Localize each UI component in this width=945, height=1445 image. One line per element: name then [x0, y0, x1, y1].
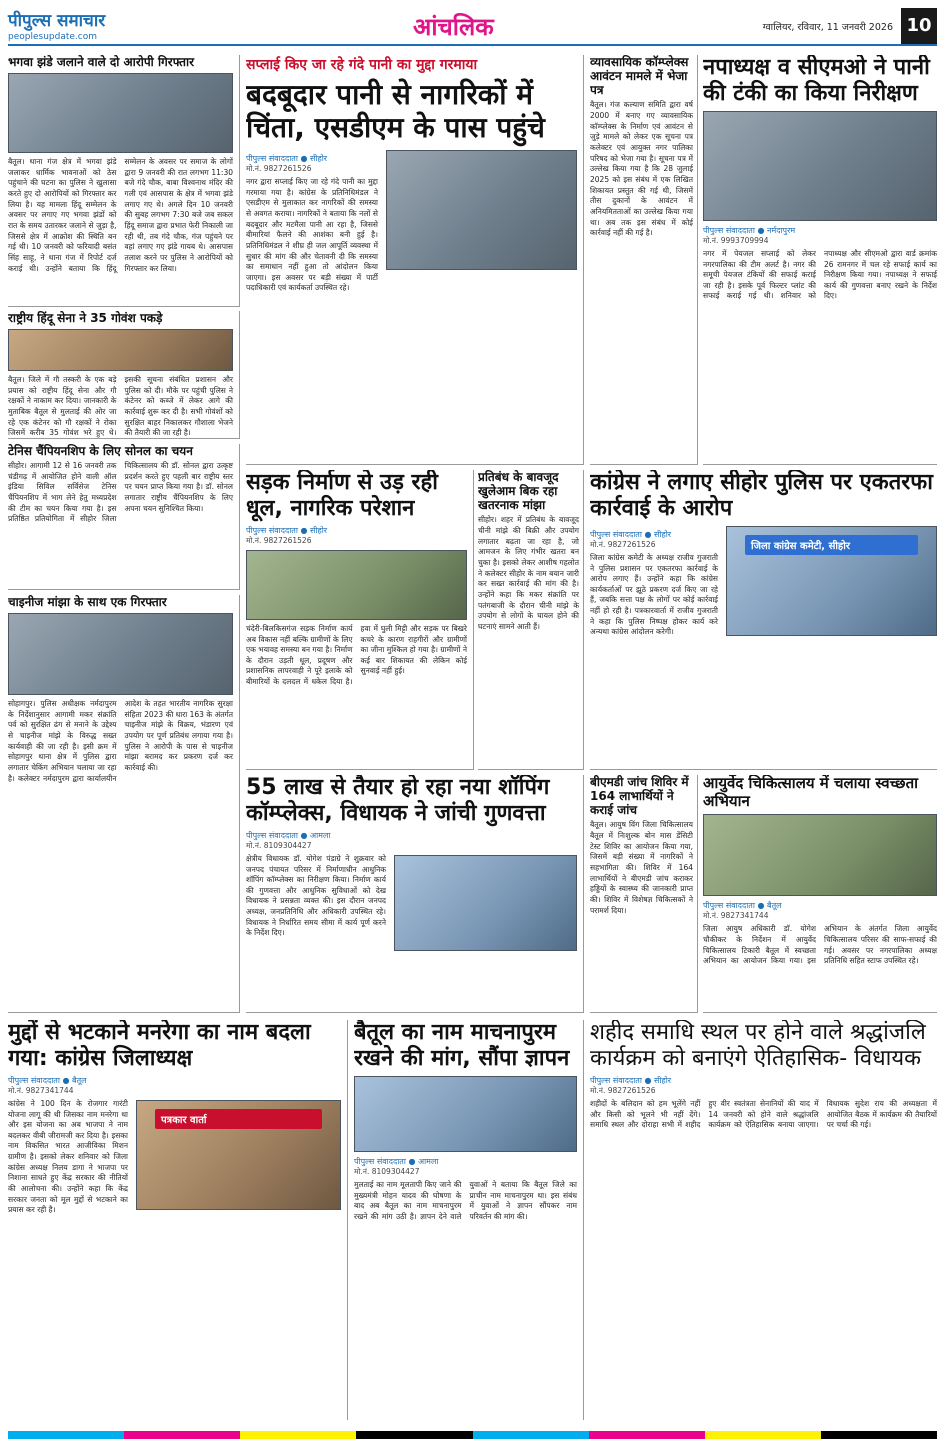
story-mobile: मो.नं. 9827341744: [8, 1085, 74, 1095]
story-body: सीहोर। शहर में प्रतिबंध के बावजूद चीनी मांझे की बिक्री और उपयोग लगातार बढ़ता जा रहा है, जो आमजन के लिए गंभीर खतरा बन चुका है। इसको लेकर आशीष गहलोत ने कलेक्टर सीहोर के नाम बयान जारी कर सख्त कार्रवाई की मांग की है। उन्होंने कहा कि मकर संक्रांति पर पतंगबाजी के दौरान चीनी मांझे के उपयोग से लोगों के घायल होने की घटनाएं सामने आती हैं।: [478, 515, 579, 631]
story-byline: पीपुल्स संवाददाता ● सीहोर: [246, 525, 328, 535]
dateline: ग्वालियर, रविवार, 11 जनवरी 2026: [762, 22, 893, 33]
story-photo: [8, 329, 233, 371]
story-byline: पीपुल्स संवाददाता ● आमला: [246, 830, 331, 840]
story-body: नगर में पेयजल सप्लाई को लेकर नगरपालिका की टीम अलर्ट है। नगर की समूची पेयजल टंकियों की सफाई कराई जा रही है। इसके पूर्व फिल्टर प्लांट की सफाई कराई गई थी। शनिवार को नपाध्यक्ष और सीएमओ द्वारा वार्ड क्रमांक 26 रामनगर में चल रहे सफाई कार्य का निरीक्षण किया गया। नपाध्यक्ष ने सफाई कार्य की गुणवत्ता बनाए रखने के निर्देश दिए।: [703, 248, 937, 301]
story-headline: सड़क निर्माण से उड़ रही धूल, नागरिक परेशान: [246, 470, 438, 521]
story-headline: बीएमडी जांच शिविर में 164 लाभार्थियों ने कराई जांच: [590, 775, 689, 818]
story-byline: पीपुल्स संवाददाता ● सीहोर: [590, 1075, 672, 1085]
story-photo: [354, 1076, 577, 1152]
story-body: बैतूल। आयुष विंग जिला चिकित्सालय बैतूल में निःशुल्क बोन मास डेंसिटी टेस्ट शिविर का आयोजन किया गया, जिसमें बड़ी संख्या में नागरिकों ने सहभागिता की। शिविर में 164 लाभार्थियों ने बीएमडी जांच कराकर हड्डियों के स्वास्थ्य की जानकारी प्राप्त की। शिविर में विशेषज्ञ चिकित्सकों ने परामर्श दिया।: [590, 820, 693, 915]
story-headline: बदबूदार पानी से नागरिकों में चिंता, एसडीएम के पास पहुंचे: [246, 78, 545, 145]
story-body: सीहोर। आगामी 12 से 16 जनवरी तक चंडीगढ़ में आयोजित होने वाली ऑल इंडिया सिविल सर्विसेज टेनिस चैंपियनशिप में भाग लेने हेतु मध्यप्रदेश की टीम का चयन किया गया है। इस प्रतिष्ठित प्रतियोगिता में सीहोर जिला चिकित्सालय की डॉ. सोनल द्वारा उत्कृष्ट प्रदर्शन करते हुए पहली बार राष्ट्रीय स्तर पर चयन प्राप्त किया गया है। डॉ. सोनल लगातार राष्ट्रीय चैंपियनशिप के लिए अपना चयन सुनिश्चित किया।: [8, 461, 233, 524]
story-headline: राष्ट्रीय हिंदू सेना ने 35 गोवंश पकड़े: [8, 311, 163, 325]
story-body: बैतूल। गंज कल्याण समिति द्वारा वर्ष 2000 में बनाए गए व्यावसायिक कॉम्प्लेक्स के निर्माण एवं आवंटन से जुड़े मामले को लेकर एक सूचना पत्र कलेक्टर एवं आयुक्त नगर पालिका परिषद को भेजा गया है। सूचना पत्र में उल्लेख किया गया है कि 28 जुलाई 2025 को इस संबंध में एक लिखित शिकायत प्रस्तुत की गई थी, जिसमें तीस दुकानों के आवंटन में अनियमितताओं का उल्लेख किया गया था। अब तक इस संबंध में कोई कार्रवाई नहीं की गई है।: [590, 100, 693, 238]
story-headline: चाइनीज मांझा के साथ एक गिरफ्तार: [8, 595, 167, 609]
story-kicker: सप्लाई किए जा रहे गंदे पानी का मुद्दा गरमाया: [246, 57, 478, 73]
story-manjha-sale: [478, 470, 584, 770]
story-road-dust: [246, 470, 474, 770]
story-mobile: मो.नं. 9827261526: [246, 535, 312, 545]
story-body: चंदेरी-बिलकिसगंज सड़क निर्माण कार्य अब विकास नहीं बल्कि ग्रामीणों के लिए एक भयावह समस्या बन गया है। निर्माण के दौरान उड़ती धूल, प्रदूषण और प्रशासनिक लापरवाही ने पूरे इलाके को बीमारियों के दलदल में धकेल दिया है। हवा में घुली मिट्टी और सड़क पर बिखरे कचरे के कारण राहगीरों और ग्रामीणों का जीना मुश्किल हो गया है। ग्रामीणों ने कई बार शिकायत की लेकिन कोई सुनवाई नहीं हुई।: [246, 623, 467, 687]
story-shopping-complex: [246, 775, 584, 1013]
story-photo: [136, 1100, 341, 1210]
story-byline: पीपुल्स संवाददाता ● आमला: [354, 1156, 439, 1166]
story-body: बैतूल। थाना गंज क्षेत्र में भगवा झंडे जलाकर धार्मिक भावनाओं को ठेस पहुंचाने की घटना का पुलिस ने खुलासा करते हुए दो आरोपियों को गिरफ्तार कर लिया है। यह मामला हिंदू सम्मेलन के अवसर पर लगाए गए भगवा झंडों को रात के समय उतारकर जलाने से जुड़ा है, जिससे क्षेत्र में आक्रोश की स्थिति बन गई थी। 10 जनवरी को फरियादी बसंत सिंह साहू, ने थाना गंज में रिपोर्ट दर्ज कराई थी। उन्होंने बताया कि हिंदू सम्मेलन के अवसर पर समाज के लोगों द्वारा 9 जनवरी की रात लगभग 11:30 बजे गंदे चौक, बाबा विश्वनाथ मंदिर की गली एवं आसपास के क्षेत्र में भगवा झंडे लगाए गए थे। अगले दिन 10 जनवरी की सुबह लगभग 7:30 बजे जब सकल हिंदू समाज द्वारा प्रभात फेरी निकाली जा रही थी, तब गंदे चौक, गंज पहुंचने पर वहां लगाए गए झंडे गायब थे। आसपास तलाश करने पर पुलिस ने आरोपियों को गिरफ्तार कर लिया।: [8, 157, 233, 273]
story-photo: [703, 111, 937, 221]
story-photo: [8, 73, 233, 153]
story-headline: आयुर्वेद चिकित्सालय में चलाया स्वच्छता अभियान: [703, 775, 919, 810]
photo-banner: पत्रकार वार्ता: [155, 1109, 322, 1129]
page-number: 10: [901, 8, 937, 44]
story-mobile: मो.नं. 9827261526: [590, 1085, 656, 1095]
story-headline: 55 लाख से तैयार हो रहा नया शॉपिंग कॉम्प्लेक्स, विधायक ने जांची गुणवत्ता: [246, 775, 550, 826]
photo-banner: जिला कांग्रेस कमेटी, सीहोर: [745, 535, 918, 555]
story-headline: बैतूल का नाम माचनापुरम रखने की मांग, सौंपा ज्ञापन: [354, 1020, 570, 1071]
story-bmd-camp: [590, 775, 698, 1013]
story-headline: मुद्दों से भटकाने मनरेगा का नाम बदला गया: कांग्रेस जिलाध्यक्ष: [8, 1020, 311, 1071]
story-content: [246, 851, 577, 955]
story-headline: नपाध्यक्ष व सीएमओ ने पानी की टंकी का किया निरीक्षण: [703, 55, 930, 106]
story-congress-police: [590, 470, 937, 770]
story-body: नगर द्वारा सप्लाई किए जा रहे गंदे पानी का मुद्दा गरमाया गया है। कांग्रेस के प्रतिनिधिमंडल ने एसडीएम से मुलाकात कर नागरिकों की समस्या से अवगत कराया। नागरिकों ने बताया कि नलों से बदबूदार और मटमैला पानी आ रहा है, जिससे बीमारियां फैलने की आशंका बनी हुई है। प्रतिनिधिमंडल ने शीघ्र ही जल आपूर्ति व्यवस्था में सुधार की मांग की और चेतावनी दी कि समस्या का समाधान नहीं हुआ तो आंदोलन किया जाएगा। इस अवसर पर बड़ी संख्या में पार्टी पदाधिकारी एवं कार्यकर्ता उपस्थित रहे।: [246, 177, 378, 293]
story-bhagwa: [8, 55, 240, 307]
print-color-bar: [8, 1431, 937, 1439]
brand-logo: पीपुल्स समाचार: [8, 11, 106, 31]
story-mobile: मो.नं. 9827261526: [590, 539, 656, 549]
story-content: [8, 1096, 341, 1216]
story-body: क्षेत्रीय विधायक डॉ. योगेश पंडाग्रे ने शुक्रवार को जनपद पंचायत परिसर में निर्माणाधीन आधुनिक शॉपिंग कॉम्प्लेक्स का निरीक्षण किया। निर्माण कार्य की गुणवत्ता और आधुनिक सुविधाओं को देख विधायक ने प्रसन्नता व्यक्त की। इस दौरान जनपद अध्यक्ष, जनप्रतिनिधि और अधिकारी उपस्थित रहे। विधायक ने निर्धारित समय सीमा में कार्य पूर्ण करने के निर्देश दिए।: [246, 853, 386, 938]
story-shaheed-samadhi: [590, 1020, 937, 1420]
story-headline: प्रतिबंध के बावजूद खुलेआम बिक रहा खतरनाक मांझा: [478, 470, 559, 513]
story-body: शहीदों के बलिदान को हम भूलेंगे नहीं और किसी को भूलने भी नहीं देंगे। समाधि स्थल और दोराहा सभी में शहीद हुए वीर स्वतंत्रता सेनानियों की याद में 14 जनवरी को होने वाले श्रद्धांजलि कार्यक्रम को ऐतिहासिक बनाया जाएगा। विधायक सुदेश राय की अध्यक्षता में आयोजित बैठक में कार्यक्रम की तैयारियों पर चर्चा की गई।: [590, 1098, 937, 1130]
story-tank-inspection: [703, 55, 937, 465]
story-manjha-arrest: [8, 595, 240, 1013]
story-body: मुलताई का नाम मूलतापी किए जाने की मुख्यमंत्री मोहन यादव की घोषणा के बाद अब बैतूल का नाम माचनापुरम रखने की मांग उठी है। ज्ञापन देने वाले युवाओं ने बताया कि बैतूल जिले का प्राचीन नाम माचनापुरम था। इस संबंध में युवाओं ने ज्ञापन सौंपकर नाम परिवर्तन की मांग की।: [354, 1179, 577, 1221]
story-photo: [8, 613, 233, 695]
story-byline: पीपुल्स संवाददाता ● बैतूल: [703, 901, 782, 911]
story-headline: टेनिस चैंपियनशिप के लिए सोनल का चयन: [8, 444, 193, 458]
story-mobile: मो.नं. 8109304427: [354, 1166, 420, 1176]
story-photo: [394, 855, 577, 951]
story-headline: कांग्रेस ने लगाए सीहोर पुलिस पर एकतरफा कार्रवाई के आरोप: [590, 470, 933, 521]
story-body: जिला आयुष अधिकारी डॉ. योगेश चौकीकर के निर्देशन में आयुर्वेद चिकित्सालय टिकारी बैतूल में स्वच्छता अभियान का आयोजन किया गया। इस अभियान के अंतर्गत जिला आयुर्वेद चिकित्सालय परिसर की साफ-सफाई की गई। अवसर पर नगरपालिका अध्यक्ष प्रतिनिधि सहित स्टाफ उपस्थित रहे।: [703, 924, 937, 966]
story-byline: पीपुल्स संवाददाता ● सीहोर: [246, 154, 328, 164]
story-mobile: मो.नं. 9827341744: [703, 911, 769, 921]
story-content: [246, 150, 577, 294]
story-photo: [703, 814, 937, 896]
story-complex-allotment: [590, 55, 698, 465]
story-headline: शहीद समाधि स्थल पर होने वाले श्रद्धांजलि कार्यक्रम को बनाएंगे ऐतिहासिक- विधायक: [590, 1020, 926, 1071]
story-headline: व्यावसायिक कॉम्प्लेक्स आवंटन मामले में भेजा पत्र: [590, 55, 689, 98]
story-mobile: मो.नं. 9827261526: [246, 164, 312, 174]
story-body: सोहागपुर। पुलिस अधीक्षक नर्मदापुरम के निर्देशानुसार आगामी मकर संक्रांति पर्व को सुरक्षित ढंग से मनाने के उद्देश्य से चाइनीज मांझे के विरुद्ध सख्त कार्यवाही की जा रही है। इसी क्रम में सोहागपुर थाना क्षेत्र में पुलिस द्वारा लगातार चेकिंग अभियान चलाया जा रहा है। कलेक्टर नर्मदापुरम द्वारा कार्यालयीन आदेश के तहत भारतीय नागरिक सुरक्षा संहिता 2023 की धारा 163 के अंतर्गत चाइनीज मांझे के विक्रय, भंडारण एवं उपयोग पर पूर्ण प्रतिबंध लगाया गया है। पुलिस ने आरोपी के पास से चाइनीज मांझा बरामद कर प्रकरण दर्ज कर कार्रवाई की।: [8, 699, 233, 783]
masthead: [8, 8, 937, 46]
story-left-col: [246, 150, 378, 294]
brand-url[interactable]: peoplesupdate.com: [8, 32, 97, 42]
story-manrega: [8, 1020, 348, 1420]
story-gauvansh: [8, 311, 240, 439]
story-photo: [246, 550, 467, 620]
story-body: जिला कांग्रेस कमेटी के अध्यक्ष राजीव गुजराती ने पुलिस प्रशासन पर एकतरफा कार्रवाई के आरोप लगाए हैं। उन्होंने कहा कि कांग्रेस कार्यकर्ताओं पर झूठे प्रकरण दर्ज किए जा रहे हैं, जबकि सत्ता पक्ष के लोगों पर कोई कार्रवाई नहीं हो रही है। पत्रकारवार्ता में राजीव गुजराती ने कहा कि पुलिस निष्पक्ष होकर कार्य करे अन्यथा कांग्रेस आंदोलन करेगी।: [590, 552, 718, 637]
section-title: आंचलिक: [413, 13, 494, 41]
story-byline: पीपुल्स संवाददाता ● सीहोर: [590, 529, 672, 539]
story-left-col: [590, 526, 718, 638]
story-smelly-water: [246, 55, 584, 465]
story-byline: पीपुल्स संवाददाता ● बैतूल: [8, 1075, 87, 1085]
story-mobile: मो.नं. 9993709994: [703, 235, 769, 245]
story-ayurveda: [703, 775, 937, 1013]
story-photo: [386, 150, 577, 270]
story-tennis: [8, 444, 240, 590]
story-body: बैतूल। जिले में गौ तस्करी के एक बड़े प्रयास को राष्ट्रीय हिंदू सेना और गौ रक्षकों ने नाकाम कर दिया। जानकारी के मुताबिक बैतूल से मुलताई की ओर जा रहे एक कंटेनर को गौ रक्षकों ने रोका जिसमें करीब 35 गोवंश भरे हुए थे। इसकी सूचना संबंधित प्रशासन और पुलिस को दी। मौके पर पहुंची पुलिस ने कंटेनर को कब्जे में लेकर आगे की कार्रवाई शुरू कर दी है। सभी गोवंशों को सुरक्षित बाहर निकालकर गौशाला भेजने की तैयारी की जा रही है।: [8, 375, 233, 438]
story-body: कांग्रेस ने 100 दिन के रोजगार गारंटी योजना लागू की थी जिसका नाम मनरेगा था और इस योजना का अब भाजपा ने नाम बदलकर वीबी जीरामजी कर दिया है। इसका नाम विकसित भारत आजीविका मिशन ग्रामीण है। इसको लेकर शनिवार को जिला कांग्रेस अध्यक्ष निलय डागा ने भाजपा पर निशाना साधते हुए केंद्र सरकार की नीतियों की आलोचना की। उन्होंने कहा कि केंद्र सरकार जनता को मूल मुद्दों से भटकाने का प्रयास कर रही है।: [8, 1098, 128, 1215]
story-photo: [726, 526, 937, 636]
story-headline: भगवा झंडे जलाने वाले दो आरोपी गिरफ्तार: [8, 55, 195, 69]
story-content: [590, 526, 937, 638]
story-mobile: मो.नं. 8109304427: [246, 840, 312, 850]
story-betul-rename: [354, 1020, 584, 1420]
story-byline: पीपुल्स संवाददाता ● नर्मदापुरम: [703, 225, 796, 235]
